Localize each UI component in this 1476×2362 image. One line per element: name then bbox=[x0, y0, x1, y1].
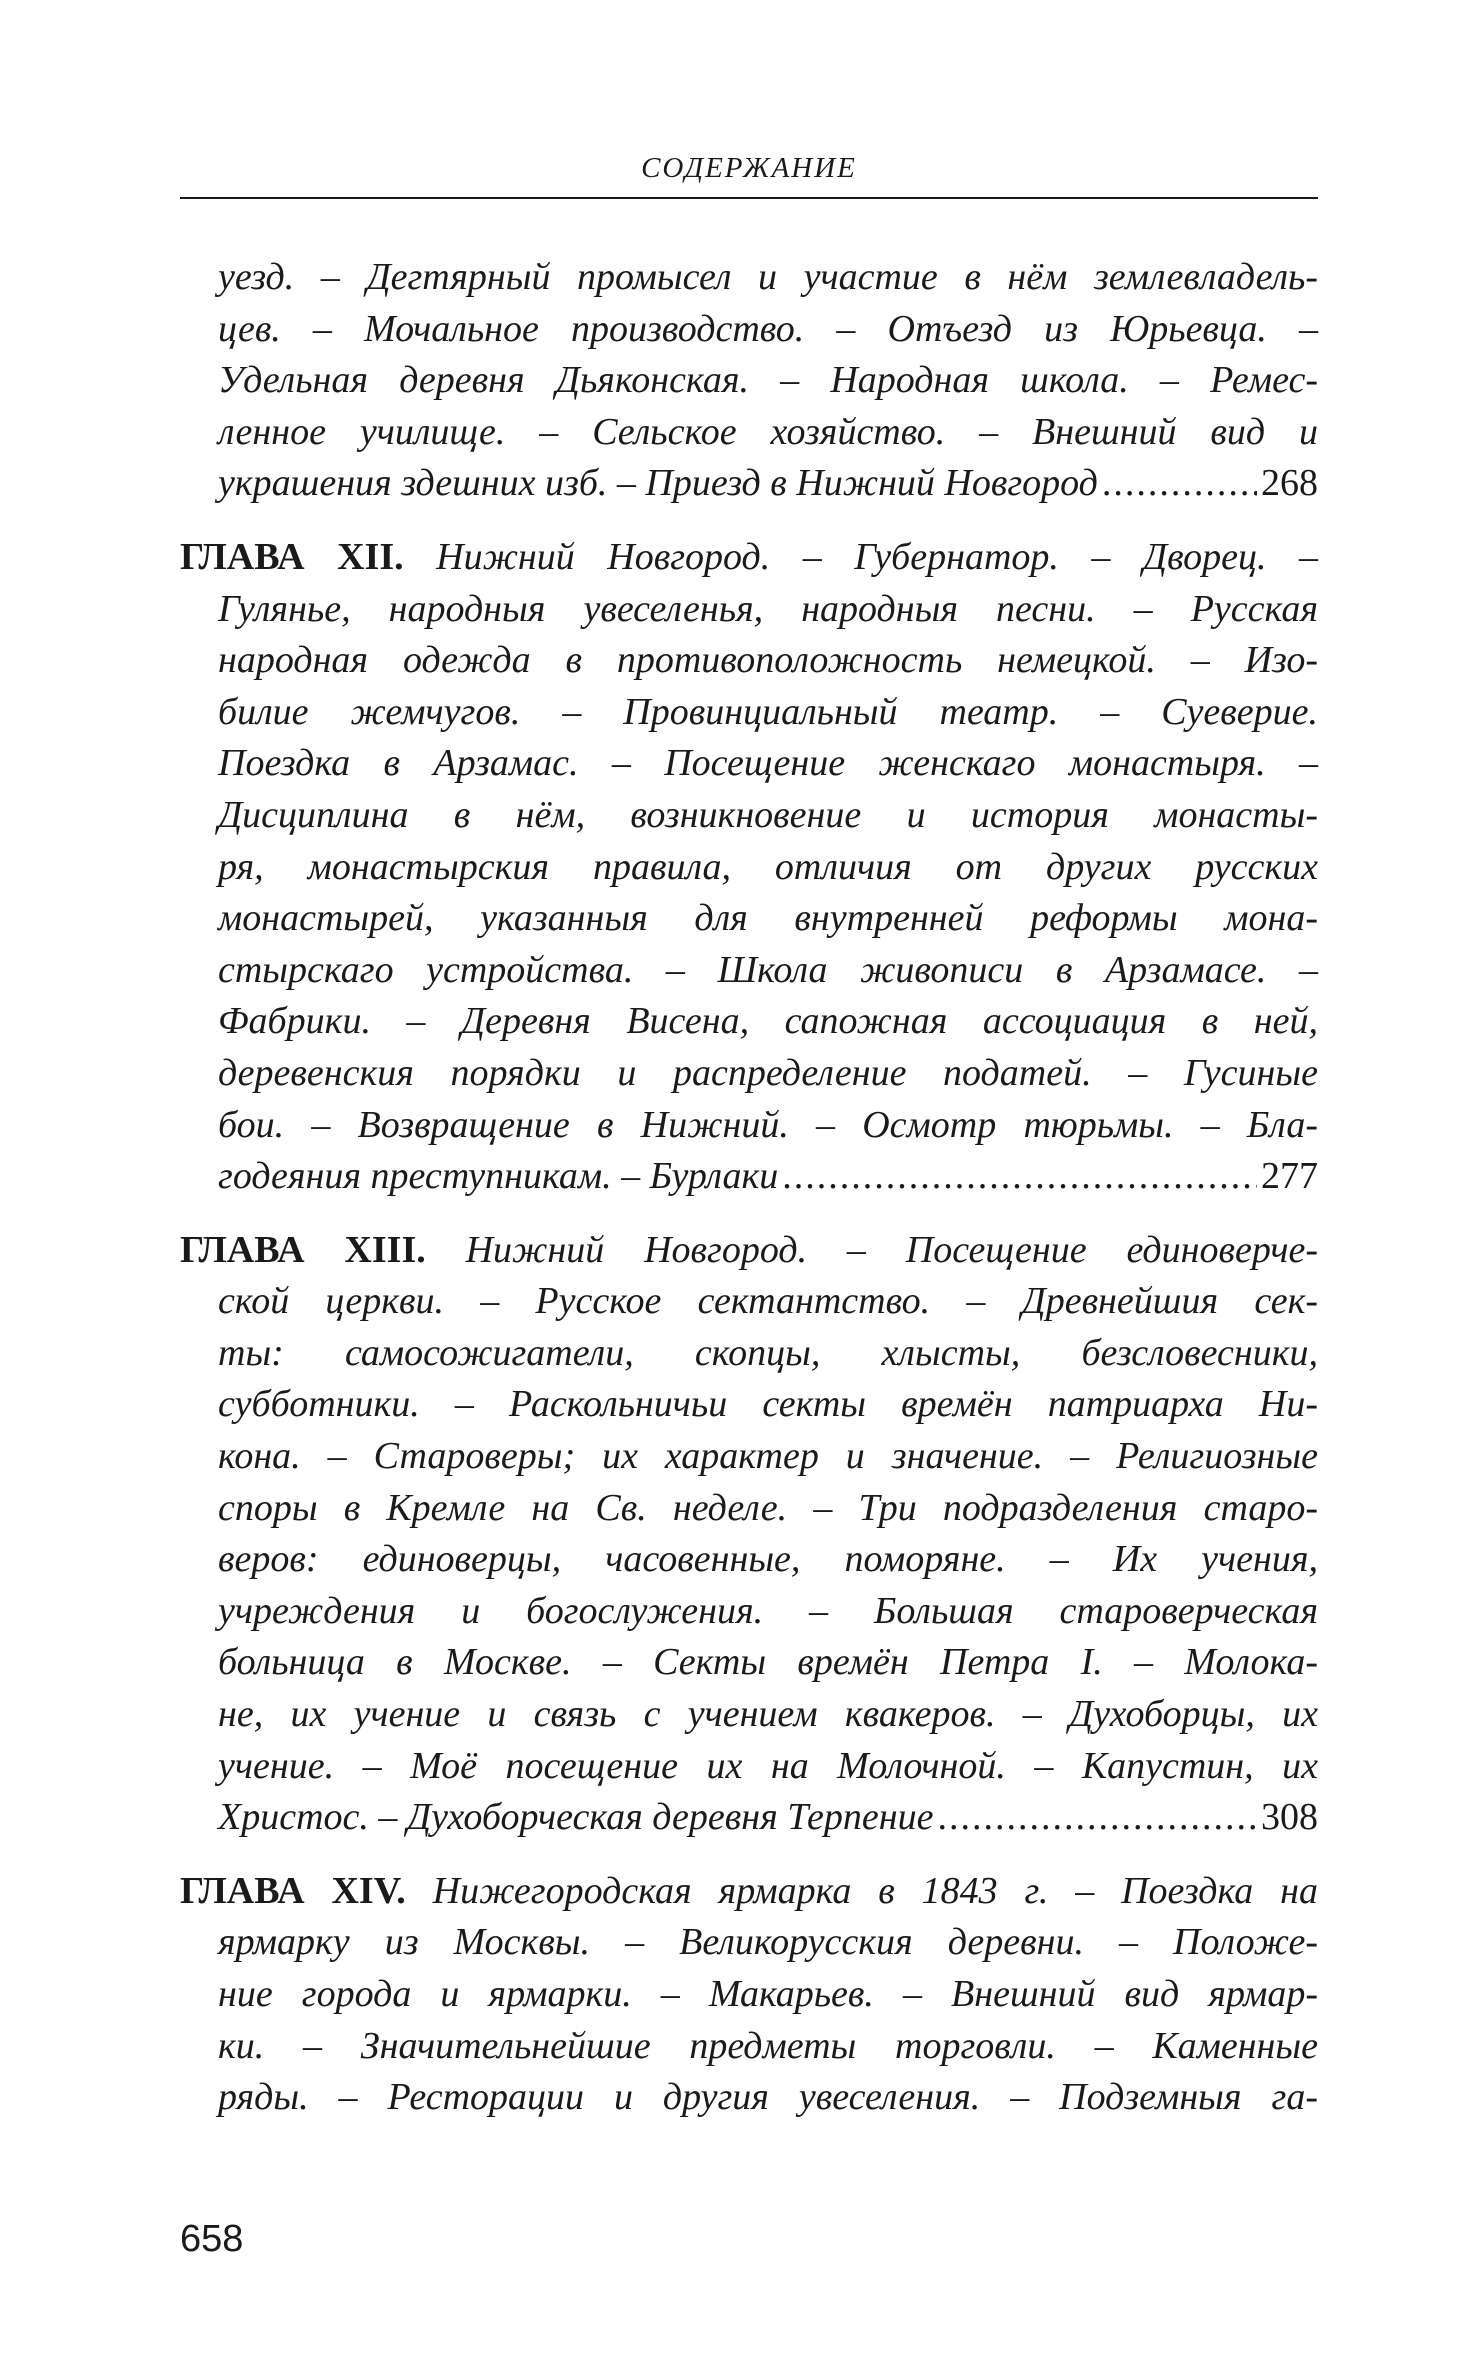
toc-line: не, их учение и связь с учением квакеров. – Духоборцы, их bbox=[218, 1693, 1318, 1736]
toc-page-number: 277 bbox=[1261, 1155, 1318, 1198]
toc-line: Гулянье, народныя увеселенья, народныя песни. – Русская bbox=[218, 587, 1318, 630]
toc-line-last bbox=[180, 1792, 1318, 1844]
toc-entry bbox=[180, 1866, 1318, 2124]
toc-line: цев. – Мочальное производство. – Отъезд из Юрьевца. – bbox=[218, 307, 1318, 350]
toc-page-number: 268 bbox=[1261, 462, 1318, 505]
dot-leader bbox=[1102, 458, 1257, 510]
page-number: 658 bbox=[180, 2218, 244, 2260]
toc-line: споры в Кремле на Св. неделе. – Три подразделения старо- bbox=[218, 1486, 1318, 1529]
toc-line: учение. – Моё посещение их на Молочной. – Капустин, их bbox=[218, 1744, 1318, 1787]
toc-line: уезд. – Дегтярный промысел и участие в нём землевладель- bbox=[218, 256, 1318, 298]
toc-text: годеяния преступникам. – Бурлаки bbox=[218, 1155, 779, 1198]
toc-line: деревенския порядки и распределение податей. – Гусиные bbox=[218, 1051, 1318, 1094]
toc-line: ние города и ярмарки. – Макарьев. – Внешний вид ярмар- bbox=[218, 1973, 1318, 2015]
toc-line bbox=[180, 1225, 1318, 1277]
toc-line: ты: самосожигатели, скопцы, хлысты, безсловесники, bbox=[218, 1331, 1318, 1374]
toc-line: Фабрики. – Деревня Висена, сапожная ассоциация в ней, bbox=[218, 1000, 1318, 1043]
toc-line: билие жемчугов. – Провинциальный театр. – Суеверие. bbox=[218, 690, 1318, 733]
toc-line: Дисциплина в нём, возникновение и история монасты- bbox=[218, 793, 1318, 836]
toc-text: Нижний Новгород. – Посещение единоверче- bbox=[465, 1228, 1318, 1271]
toc-line: субботники. – Раскольничьи секты времён патриарха Ни- bbox=[218, 1383, 1318, 1426]
toc-line: ленное училище. – Сельское хозяйство. – Внешний вид и bbox=[218, 410, 1318, 453]
toc-line: ярмарку из Москвы. – Великорусския деревни. – Положе- bbox=[218, 1921, 1318, 1964]
toc-entry bbox=[180, 532, 1318, 1203]
toc-text: Нижний Новгород. – Губернатор. – Дворец. – bbox=[436, 535, 1318, 578]
toc-entry bbox=[180, 1225, 1318, 1844]
toc-line bbox=[180, 532, 1318, 584]
toc-line: народная одежда в противоположность немецкой. – Изо- bbox=[218, 639, 1318, 682]
toc-line bbox=[180, 1866, 1318, 1918]
toc-line: бои. – Возвращение в Нижний. – Осмотр тюрьмы. – Бла- bbox=[218, 1103, 1318, 1146]
table-of-contents bbox=[180, 252, 1318, 2146]
toc-entry bbox=[180, 252, 1318, 510]
toc-line: Удельная деревня Дьяконская. – Народная школа. – Ремес- bbox=[218, 359, 1318, 402]
toc-line: кона. – Староверы; их характер и значение. – Религиозные bbox=[218, 1435, 1318, 1478]
toc-text: украшения здешних изб. – Приезд в Нижний Новгород bbox=[218, 462, 1098, 505]
toc-line: веров: единоверцы, часовенные, поморяне. – Их учения, bbox=[218, 1538, 1318, 1581]
dot-leader bbox=[782, 1151, 1257, 1203]
toc-line: больница в Москве. – Секты времён Петра I. – Молока- bbox=[218, 1641, 1318, 1684]
toc-line: Поездка в Арзамас. – Посещение женскаго монастыря. – bbox=[218, 742, 1318, 785]
toc-line: стырскаго устройства. – Школа живописи в Арзамасе. – bbox=[218, 948, 1318, 991]
header-rule bbox=[180, 197, 1318, 199]
running-head: СОДЕРЖАНИЕ bbox=[641, 152, 857, 184]
toc-line: монастырей, указанныя для внутренней реформы мона- bbox=[218, 897, 1318, 940]
toc-line: учреждения и богослужения. – Большая староверческая bbox=[218, 1589, 1318, 1632]
toc-line: ряды. – Ресторации и другия увеселения. – Подземныя га- bbox=[218, 2076, 1318, 2119]
dot-leader bbox=[937, 1792, 1257, 1844]
chapter-label: ГЛАВА XII. bbox=[180, 535, 404, 578]
chapter-label: ГЛАВА XIV. bbox=[180, 1869, 406, 1912]
toc-text: Христос. – Духоборческая деревня Терпение bbox=[218, 1796, 934, 1839]
toc-line: ской церкви. – Русское сектантство. – Древнейшия сек- bbox=[218, 1280, 1318, 1323]
toc-line-last bbox=[180, 1151, 1318, 1203]
toc-line: ки. – Значительнейшие предметы торговли. – Каменные bbox=[218, 2024, 1318, 2067]
chapter-label: ГЛАВА XIII. bbox=[180, 1228, 426, 1271]
toc-page-number: 308 bbox=[1261, 1796, 1318, 1839]
toc-text: Нижегородская ярмарка в 1843 г. – Поездка на bbox=[432, 1869, 1318, 1912]
toc-line-last bbox=[180, 458, 1318, 510]
toc-line: ря, монастырския правила, отличия от других русских bbox=[218, 845, 1318, 888]
